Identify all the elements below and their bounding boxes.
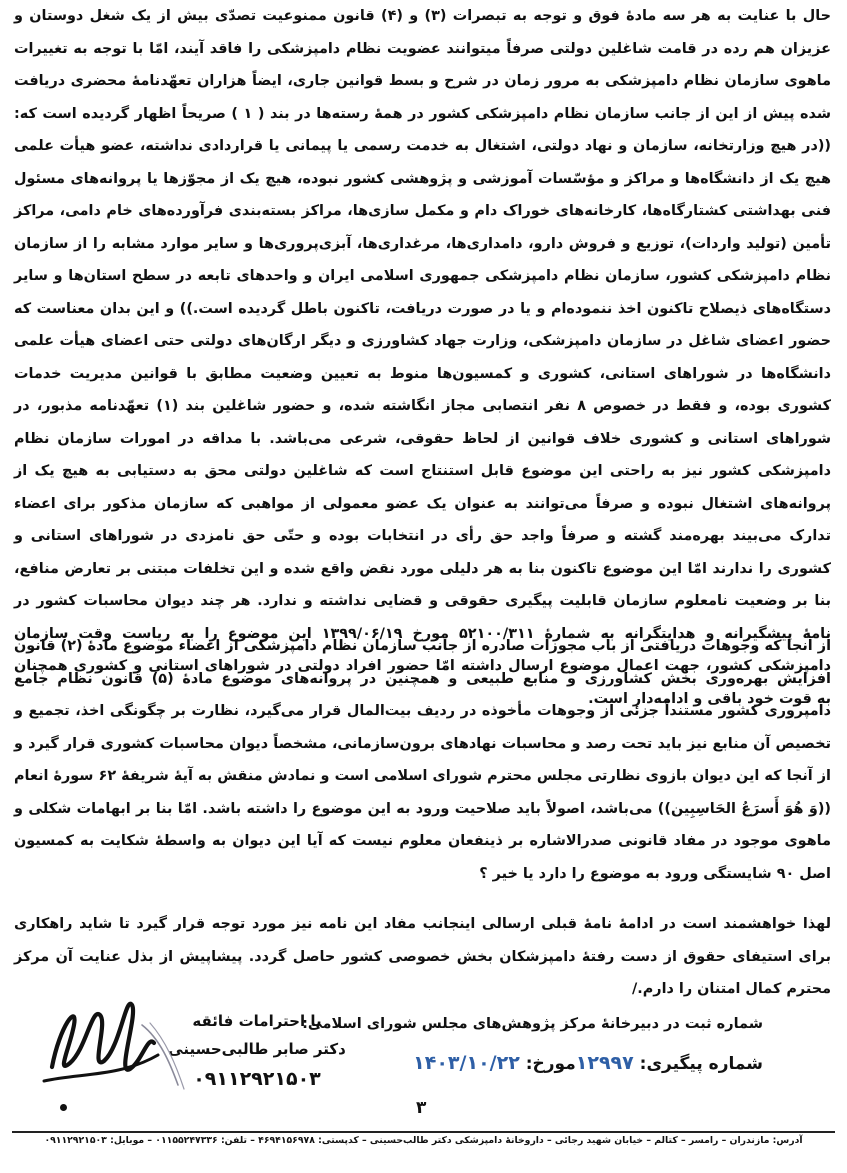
page-number: ۳ [416, 1098, 427, 1118]
closing-regards: با احترامات فائقه [192, 1012, 322, 1030]
paragraph-text: حال با عنایت به هر سه مادهٔ فوق و توجه به تبصرات (۳) و (۴) قانون ممنوعیت تصدّی بیش از یک شغل دوستان و عزیزان هم رده در قامت شاغلین دولتی صرفاً میتوانند عضویت نظام دامپزشکی را فاقد آیند، امّا با توجه به تغییرات ماهوی سازمان نظام دامپزشکی به مرور زمان در شرح و بسط قوانین جاری، ایضاً هزاران تعهّدنامهٔ محضری دریافت شده پیش از این از جانب سازمان نظام دامپزشکی کشور در همهٔ رسته‌ها در بند ( ۱ ) صریحاً اظهار گردیده است که: ((در هیچ وزارتخانه، سازمان و نهاد دولتی، اشتغال به خدمت رسمی یا پیمانی یا قراردادی نداشته، عضو هیأت علمی هیچ یک از دانشگاه‌ها و مراکز و مؤسّسات آموزشی و پژوهشی کشور نبوده، هیچ یک از مجوّزها یا پروانه‌های مسئول فنی بهداشتی کشتارگاه‌ها، کارخانه‌های خوراک دام و مکمل سازی‌ها، مراکز بسته‌بندی فرآورده‌های خام دامی، مراکز تأمین (تولید واردات)، توزیع و فروش دارو، دامداری‌ها، مرغداری‌ها، آبزی‌پروری‌ها و سایر موارد مشابه را از سازمان نظام دامپزشکی کشور، سازمان نظام دامپزشکی جمهوری اسلامی ایران و واحدهای تابعه در سطح استان‌ها و سایر دستگاه‌های ذیصلاح تاکنون اخذ ننموده‌ام و یا در صورت دریافت، تاکنون باطل گردیده است.)) و این بدان معناست که حضور اعضای شاغل در سازمان دامپزشکی، وزارت جهاد کشاورزی و دیگر ارگان‌های دولتی حتی اعضای هیأت علمی دانشگاه‌ها در شوراهای استانی، کشوری و کمسیون‌ها منوط به تعیین وضعیت مطابق با قوانین مدیریت خدمات کشوری بوده، و فقط در خصوص ۸ نفر انتصابی مجاز انگاشته شده، و حضور شاغلین بند (۱) تعهّدنامه مذبور، در شوراهای استانی و کشوری خلاف قوانین از لحاظ حقوقی، شرعی می‌باشد. با مداقه در امورات سازمان نظام دامپزشکی کشور نیز به راحتی این موضوع قابل استنتاج است که شاغلین دولتی محق به دستیابی به هیچ یک از پروانه‌های اشتغال نبوده و صرفاً می‌توانند به عنوان یک عضو معمولی از مواهبی که سازمان مذکور برای اعضاء تدارک می‌بیند بهره‌مند گشته و صرفاً واجد حق رأی در انتخابات بوده و حتّی حق نامزدی در شوراهای استانی و کشوری را ندارند امّا این موضوع تاکنون بنا به هر دلیلی مورد نقض واقع شده و این تخلفات مبتنی بر تعارض منافع، بنا بر وضعیت نامعلوم سازمان قابلیت پیگیری حقوقی و قضایی نداشته و ندارد. هر چند دیوان محاسبات کشور در نامهٔ پیشگیرانه و هدایتگرانه به شمارهٔ ۵۲۱۰۰/۳۱۱ مورخ ۱۳۹۹/۰۶/۱۹ این موضوع را به ریاست وقت سازمان دامپزشکی کشور، جهت اعمال موضوع ارسال داشته امّا حضور افراد دولتی در شوراهای استانی و کشوری همچنان به قوت خود باقی و ادامه‌دار است. [14, 8, 831, 707]
tracking-label: شماره پیگیری: [639, 1054, 763, 1074]
sender-name: دکتر صابر طالبی‌حسینی [168, 1040, 346, 1058]
tracking-date: ۱۴۰۳/۱۰/۲۲ [413, 1052, 520, 1074]
body-paragraph-1 [14, 0, 831, 715]
paragraph-text: لهذا خواهشمند است در ادامهٔ نامهٔ قبلی ارسالی اینجانب مفاد این نامه نیز مورد توجه قرار گیرد تا شاید راهکاری برای استیفای حقوق از دست رفتهٔ دامپزشکان بخش خصوصی کشور حاصل گردد. پیشاپیش از بذل عنایت آن مرکز محترم کمال امتنان را دارم./ [14, 916, 831, 997]
signature-image [30, 985, 190, 1100]
paragraph-text: از آنجا که وجوهات دریافتی از باب مجوزات صادره از جانب سازمان نظام دامپزشکی از اعضاء موضوع مادهٔ (۲) قانون افزایش بهره‌وری بخش کشاورزی و منابع طبیعی و همچنین در پروانه‌های موضوع مادهٔ (۵) قانون نظام جامع دامپروری کشور مستنداً جزئی از وجوهات مأخوذه در ردیف بیت‌المال قرار می‌گیرد، نظارت بر چگونگی اخذ، تجمیع و تخصیص آن منابع نیز باید تحت رصد و محاسبات نهادهای برون‌سازمانی، مشخصاً دیوان محاسبات کشوری قرار گیرد و از آنجا که این دیوان بازوی نظارتی مجلس محترم شورای اسلامی است و نمادش منقش به آیهٔ شریفهٔ ۶۲ سورهٔ انعام ((وَ هُوَ أَسرَعُ الحَاسِبِین)) می‌باشد، اصولاً باید صلاحیت ورود به این موضوع را داشته باشد. امّا بنا بر ابهامات شکلی و ماهوی موجود در مفاد قانونی صدرالاشاره بر ذینفعان معلوم نیست که آیا این دیوان به واسطهٔ شکایت به کمسیون اصل ۹۰ شایستگی ورود به موضوع را دارد یا خیر ؟ [14, 638, 832, 882]
date-label: مورخ: [525, 1054, 576, 1074]
tracking-number: ۱۲۹۹۷ [575, 1052, 634, 1074]
tracking-line [413, 1052, 763, 1074]
footer-address: آدرس: مازندران – رامسر – کتالم – خیابان شهید رجائی – داروخانهٔ دامپزشکی دکتر طالب‌حسینی – کدپستی: ۴۶۹۴۱۵۶۹۷۸ – تلفن: ۰۱۱۵۵۲۴۷۳۳۶ – موبایل: ۰۹۱۱۲۹۲۱۵۰۳ [44, 1135, 803, 1146]
sender-phone: ۰۹۱۱۲۹۲۱۵۰۳ [193, 1068, 321, 1090]
footer-divider [12, 1131, 835, 1133]
registration-label: شماره ثبت در دبیرخانهٔ مرکز پژوهش‌های مجلس شورای اسلامی: [302, 1016, 763, 1032]
stamp-dot-icon [60, 1104, 67, 1111]
body-paragraph-2 [14, 630, 831, 890]
